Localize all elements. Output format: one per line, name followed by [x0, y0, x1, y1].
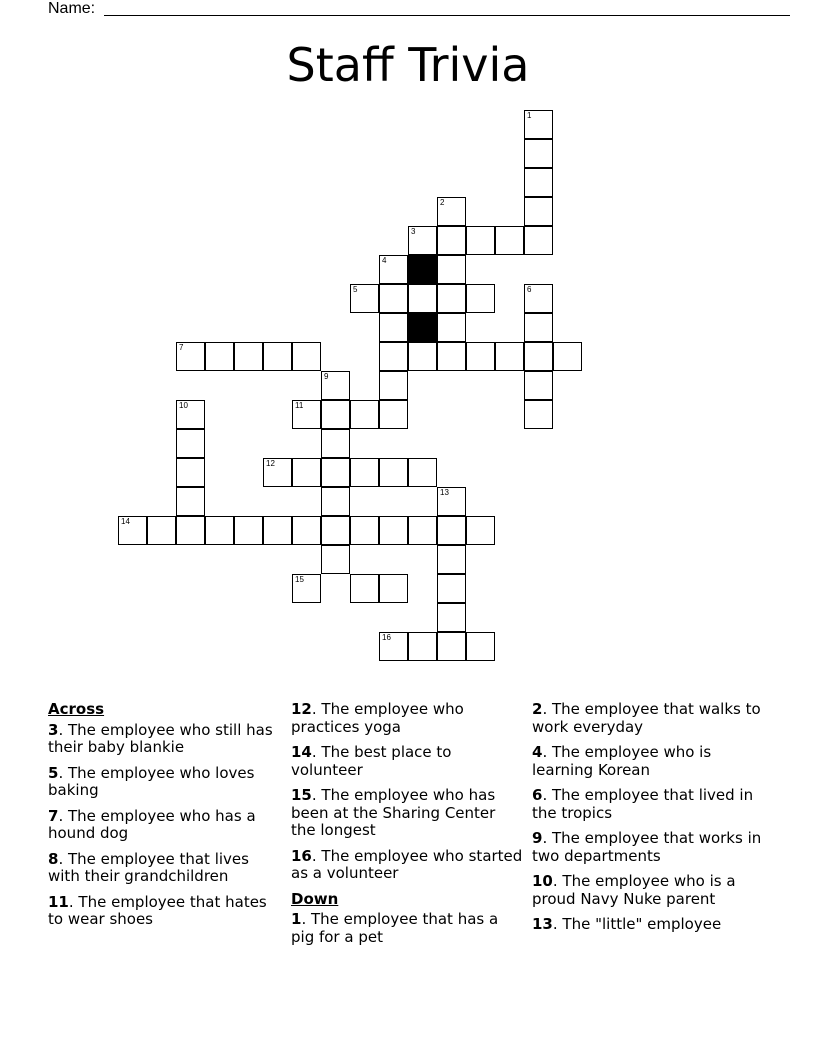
down-clue: 4. The employee who is learning Korean	[532, 743, 712, 779]
cell-number: 5	[353, 285, 358, 294]
across-clue: 5. The employee who loves baking	[48, 763, 255, 799]
grid-cell[interactable]	[379, 400, 408, 429]
clue-number: 9	[532, 829, 543, 847]
cell-number: 3	[411, 227, 416, 236]
grid-cell[interactable]	[292, 516, 321, 545]
grid-cell[interactable]	[350, 458, 379, 487]
grid-cell[interactable]	[321, 371, 350, 400]
grid-cell[interactable]	[176, 516, 205, 545]
grid-cell[interactable]	[379, 574, 408, 603]
grid-cell[interactable]	[321, 545, 350, 574]
cell-number: 6	[527, 285, 532, 294]
cell-number: 1	[527, 111, 532, 120]
grid-cell[interactable]	[437, 632, 466, 661]
grid-cell[interactable]	[350, 400, 379, 429]
grid-cell[interactable]	[408, 342, 437, 371]
down-clue: 2. The employee that walks to work everyday	[532, 700, 761, 736]
across-clue: 3. The employee who still has their baby blankie	[48, 720, 273, 756]
grid-cell[interactable]	[263, 516, 292, 545]
cell-number: 16	[382, 633, 391, 642]
grid-cell[interactable]	[321, 429, 350, 458]
grid-cell[interactable]	[495, 226, 524, 255]
cell-number: 11	[295, 401, 304, 410]
cell-number: 14	[121, 517, 130, 526]
cell-number: 2	[440, 198, 445, 207]
clue-number: 10	[532, 872, 553, 890]
grid-cell[interactable]	[234, 516, 263, 545]
grid-cell[interactable]	[524, 313, 553, 342]
clue-text: The employee that walks to work everyday	[532, 700, 761, 736]
down-heading: Down	[291, 889, 339, 908]
grid-cell[interactable]	[379, 284, 408, 313]
clue-text: The employee that works in two departments	[532, 829, 762, 865]
down-clue: 1. The employee that has a pig for a pet	[291, 910, 499, 946]
clue-number: 7	[48, 806, 59, 825]
grid-cell[interactable]	[263, 458, 292, 487]
clue-number: 8	[48, 849, 59, 868]
clues-column-3	[532, 701, 764, 942]
grid-cell[interactable]	[292, 400, 321, 429]
page-title: Staff Trivia	[286, 38, 530, 92]
clue-text: The employee who is learning Korean	[532, 743, 712, 779]
grid-cell[interactable]	[437, 545, 466, 574]
grid-cell[interactable]	[524, 168, 553, 197]
clue-number: 13	[532, 915, 553, 933]
grid-cell[interactable]	[176, 400, 205, 429]
clue-number: 16	[291, 846, 312, 865]
cell-number: 13	[440, 488, 449, 497]
grid-cell[interactable]	[437, 313, 466, 342]
across-clue: 15. The employee who has been at the Sharing Center the longest	[291, 786, 496, 839]
grid-cell[interactable]	[321, 400, 350, 429]
across-clue: 11. The employee that hates to wear shoes	[48, 892, 267, 928]
clue-text: The employee who started as a volunteer	[291, 846, 523, 882]
grid-cell[interactable]	[176, 429, 205, 458]
grid-cell[interactable]	[379, 313, 408, 342]
down-clue: 6. The employee that lived in the tropics	[532, 786, 754, 822]
grid-cell[interactable]	[553, 342, 582, 371]
grid-cell[interactable]	[292, 458, 321, 487]
cell-number: 7	[179, 343, 184, 352]
across-clue: 16. The employee who started as a volunteer	[291, 846, 523, 882]
grid-cell[interactable]	[379, 632, 408, 661]
grid-cell[interactable]	[437, 284, 466, 313]
clue-text: The employee who has been at the Sharing Center the longest	[291, 786, 496, 839]
clue-number: 2	[532, 700, 543, 718]
grid-cell[interactable]	[524, 226, 553, 255]
grid-cell[interactable]	[379, 516, 408, 545]
cell-number: 12	[266, 459, 275, 468]
grid-block	[408, 313, 437, 342]
grid-cell[interactable]	[205, 342, 234, 371]
clue-text: The employee that lived in the tropics	[532, 786, 754, 822]
clue-number: 3	[48, 720, 59, 739]
clue-number: 15	[291, 786, 312, 804]
grid-cell[interactable]	[321, 487, 350, 516]
clue-text: The employee who loves baking	[48, 763, 255, 799]
grid-block	[408, 255, 437, 284]
grid-cell[interactable]	[408, 632, 437, 661]
grid-cell[interactable]	[379, 458, 408, 487]
grid-cell[interactable]	[524, 342, 553, 371]
clue-number: 14	[291, 743, 312, 761]
grid-cell[interactable]	[437, 342, 466, 371]
grid-cell[interactable]	[495, 342, 524, 371]
grid-cell[interactable]	[379, 342, 408, 371]
clue-number: 1	[291, 910, 302, 928]
clue-number: 12	[291, 700, 312, 718]
grid-cell[interactable]	[379, 255, 408, 284]
cell-number: 9	[324, 372, 329, 381]
clue-number: 4	[532, 743, 543, 761]
grid-cell[interactable]	[466, 284, 495, 313]
down-clue: 13. The "little" employee	[532, 915, 722, 933]
grid-cell[interactable]	[147, 516, 176, 545]
grid-cell[interactable]	[321, 516, 350, 545]
grid-cell[interactable]	[437, 197, 466, 226]
grid-cell[interactable]	[437, 603, 466, 632]
cell-number: 15	[295, 575, 304, 584]
grid-cell[interactable]	[292, 574, 321, 603]
clue-text: The employee who still has their baby blankie	[48, 720, 273, 756]
grid-cell[interactable]	[524, 139, 553, 168]
grid-cell[interactable]	[524, 371, 553, 400]
grid-cell[interactable]	[205, 516, 234, 545]
clue-text: The employee who is a proud Navy Nuke parent	[532, 872, 736, 908]
clue-number: 6	[532, 786, 543, 804]
grid-cell[interactable]	[524, 284, 553, 313]
grid-cell[interactable]	[408, 516, 437, 545]
name-label: Name:	[48, 0, 96, 17]
clue-text: The best place to volunteer	[291, 743, 452, 779]
down-clue: 9. The employee that works in two departments	[532, 829, 762, 865]
across-clue: 12. The employee who practices yoga	[291, 700, 464, 736]
clue-text: The employee that lives with their grandchildren	[48, 849, 249, 885]
grid-cell[interactable]	[437, 516, 466, 545]
clue-text: The employee who practices yoga	[291, 700, 464, 736]
clue-text: The employee who has a hound dog	[48, 806, 256, 842]
grid-cell[interactable]	[466, 516, 495, 545]
grid-cell[interactable]	[524, 400, 553, 429]
grid-cell[interactable]	[466, 342, 495, 371]
cell-number: 10	[179, 401, 188, 410]
grid-cell[interactable]	[379, 371, 408, 400]
grid-cell[interactable]	[466, 632, 495, 661]
grid-cell[interactable]	[466, 226, 495, 255]
grid-cell[interactable]	[437, 226, 466, 255]
grid-cell[interactable]	[176, 458, 205, 487]
clue-text: The employee that has a pig for a pet	[291, 910, 499, 946]
across-clue: 8. The employee that lives with their grandchildren	[48, 849, 249, 885]
grid-cell[interactable]	[524, 197, 553, 226]
grid-cell[interactable]	[524, 110, 553, 139]
clue-text: The employee that hates to wear shoes	[48, 892, 267, 928]
grid-cell[interactable]	[292, 342, 321, 371]
grid-cell[interactable]	[350, 516, 379, 545]
grid-cell[interactable]	[118, 516, 147, 545]
across-clue: 14. The best place to volunteer	[291, 743, 452, 779]
grid-cell[interactable]	[176, 487, 205, 516]
grid-cell[interactable]	[321, 458, 350, 487]
grid-cell[interactable]	[350, 284, 379, 313]
across-clue: 7. The employee who has a hound dog	[48, 806, 256, 842]
grid-cell[interactable]	[437, 574, 466, 603]
cell-number: 4	[382, 256, 387, 265]
clue-text: The "little" employee	[562, 915, 722, 933]
grid-cell[interactable]	[350, 574, 379, 603]
grid-cell[interactable]	[437, 487, 466, 516]
down-clue: 10. The employee who is a proud Navy Nuke parent	[532, 872, 736, 908]
clues-column-2	[291, 701, 523, 954]
clues-column-1	[48, 701, 273, 937]
grid-cell[interactable]	[408, 458, 437, 487]
clue-number: 11	[48, 892, 69, 911]
grid-cell[interactable]	[176, 342, 205, 371]
grid-cell[interactable]	[437, 255, 466, 284]
clue-number: 5	[48, 763, 59, 782]
grid-cell[interactable]	[263, 342, 292, 371]
grid-cell[interactable]	[408, 226, 437, 255]
across-heading: Across	[48, 700, 105, 718]
grid-cell[interactable]	[234, 342, 263, 371]
grid-cell[interactable]	[408, 284, 437, 313]
